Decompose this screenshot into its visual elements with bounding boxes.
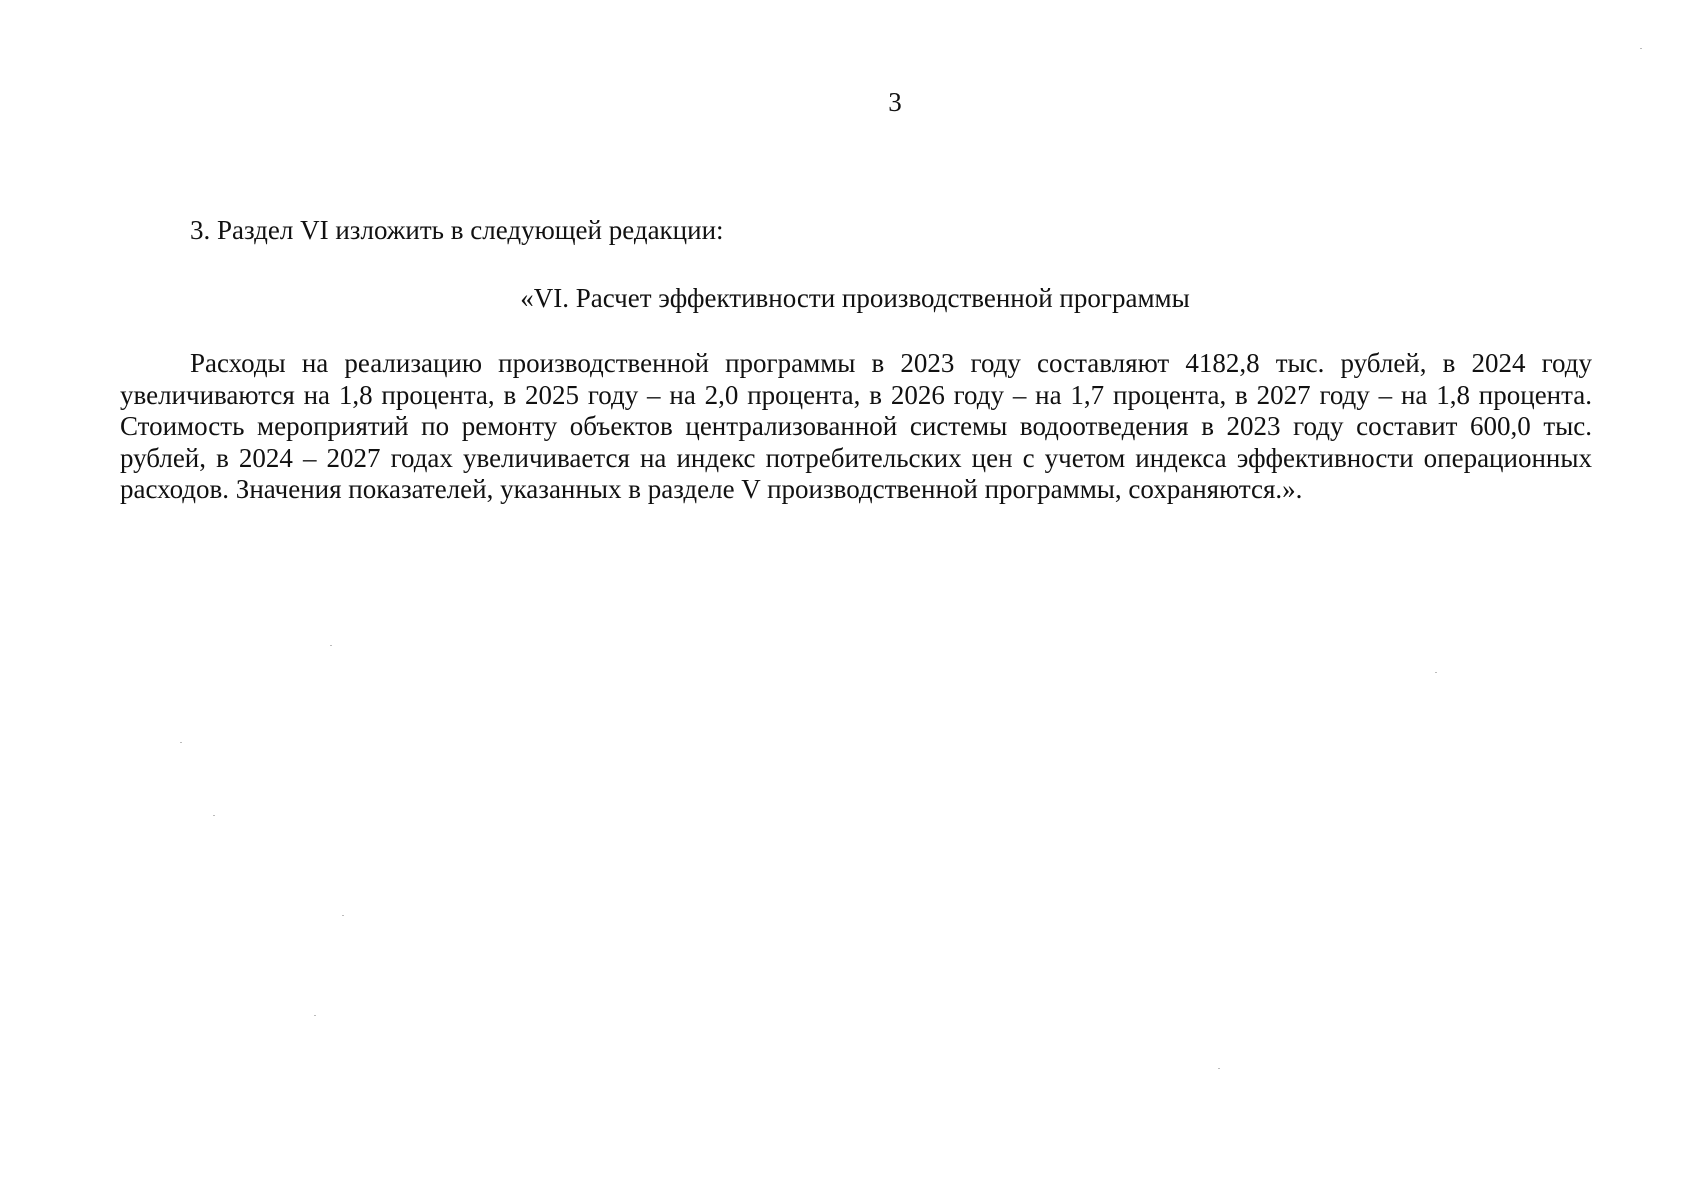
- section-title: «VI. Расчет эффективности производственной программы: [520, 283, 1190, 313]
- scan-speck: [1640, 48, 1642, 49]
- scan-speck: [1435, 672, 1437, 673]
- scan-speck: [180, 742, 182, 743]
- page-number: 3: [888, 87, 902, 117]
- body-paragraph: Расходы на реализацию производственной программы в 2023 году составляют 4182,8 тыс. рублей, в 2024 году увеличиваются на 1,8 процента, в 2025 году – на 2,0 процента, в 2026 году – на 1,7 процента, в 2027 году – на 1,8 процента. Стоимость мероприятий по ремонту объектов централизованной системы водоотведения в 2023 году составит 600,0 тыс. рублей, в 2024 – 2027 годах увеличивается на индекс потребительских цен с учетом индекса эффективности операционных расходов. Значения показателей, указанных в разделе V производственной программы, сохраняются.».: [120, 348, 1592, 504]
- scan-speck: [342, 915, 344, 916]
- scan-speck: [314, 1015, 316, 1016]
- amendment-instruction: 3. Раздел VI изложить в следующей редакции:: [190, 215, 724, 245]
- scan-speck: [213, 815, 215, 816]
- scan-speck: [1218, 1068, 1220, 1069]
- scan-speck: [330, 645, 332, 646]
